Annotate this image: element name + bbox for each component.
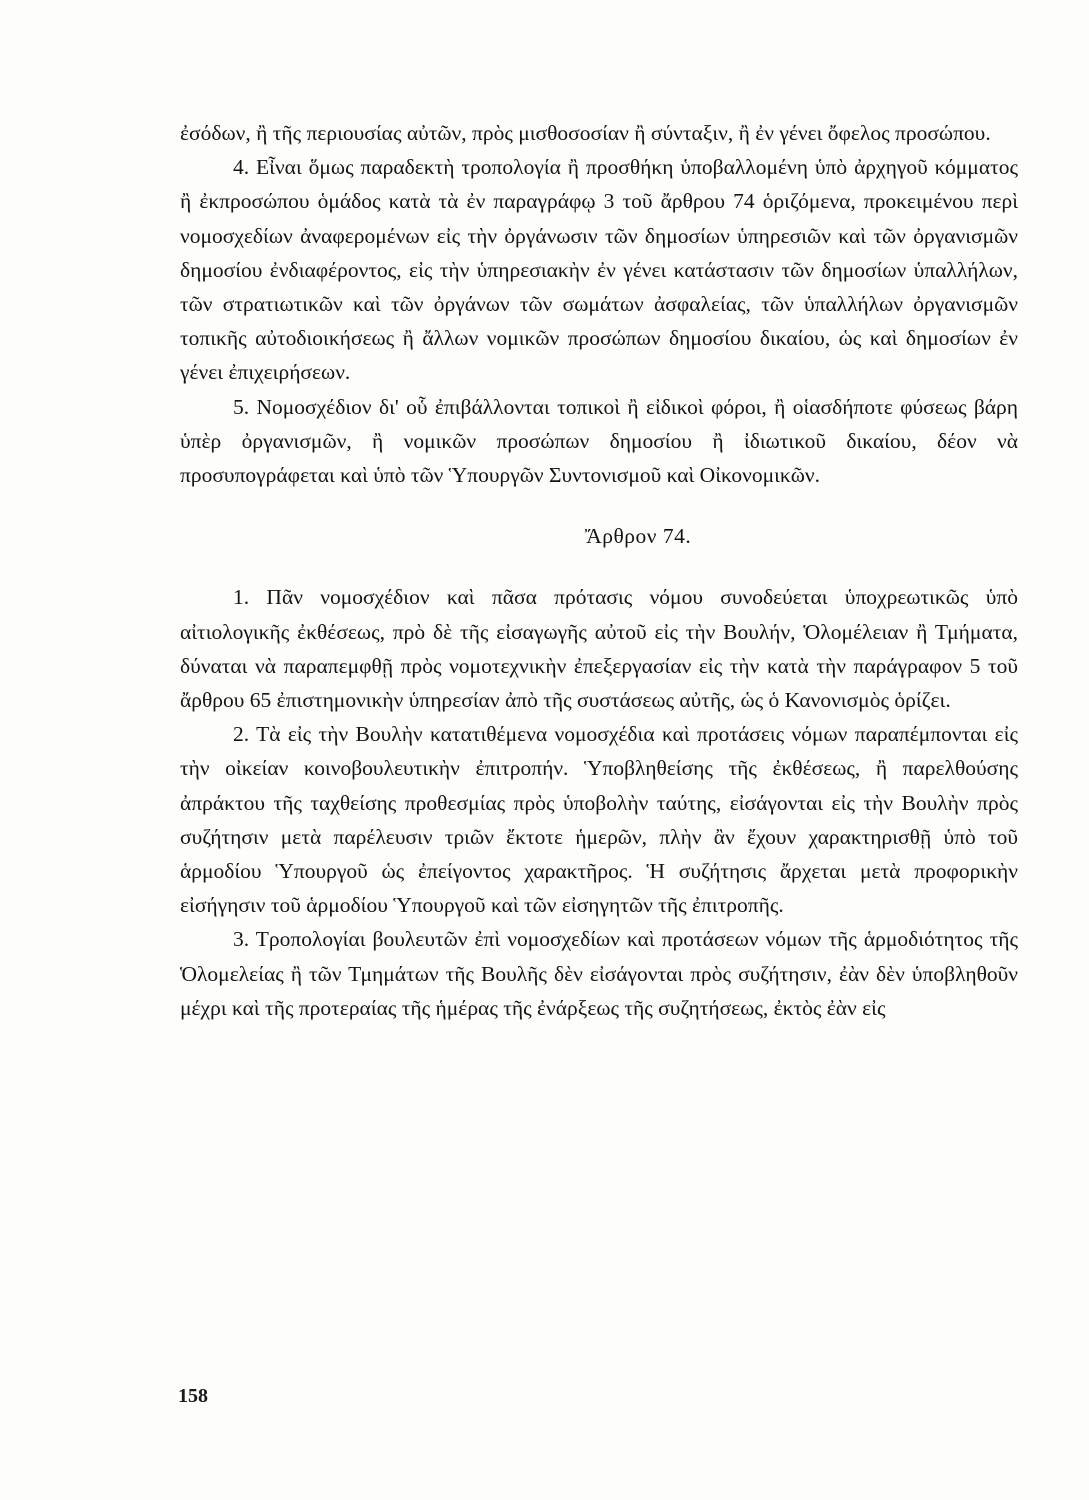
article-paragraph-2: 2. Τὰ εἰς τὴν Βουλὴν κατατιθέμενα νομοσχέδια καὶ προτάσεις νόμων παραπέμπονται εἰς τὴν οἰκείαν κοινοβουλευτικὴν ἐπιτροπήν. Ὑποβληθείσης τῆς ἐκθέσεως, ἢ παρελθούσης ἀπράκτου τῆς ταχθείσης προθεσμίας πρὸς ὑποβολὴν ταύτης, εἰσάγονται εἰς τὴν Βουλὴν πρὸς συζήτησιν μετὰ παρέλευσιν τριῶν ἔκτοτε ἡμερῶν, πλὴν ἂν ἔχουν χαρακτηρισθῇ ὑπὸ τοῦ ἁρμοδίου Ὑπουργοῦ ὡς ἐπείγοντος χαρακτῆρος. Ἡ συζήτησις ἄρχεται μετὰ προφορικὴν εἰσήγησιν τοῦ ἁρμοδίου Ὑπουργοῦ καὶ τῶν εἰσηγητῶν τῆς ἐπιτροπῆς.: [180, 722, 1018, 918]
article-paragraph-1: 1. Πᾶν νομοσχέδιον καὶ πᾶσα πρότασις νόμου συνοδεύεται ὑποχρεωτικῶς ὑπὸ αἰτιολογικῆς ἐκθέσεως, πρὸ δὲ τῆς εἰσαγωγῆς αὐτοῦ εἰς τὴν Βουλήν, Ὁλομέλειαν ἢ Τμήματα, δύναται νὰ παραπεμφθῇ πρὸς νομοτεχνικὴν ἐπεξεργασίαν εἰς τὴν κατὰ τὴν παράγραφον 5 τοῦ ἄρθρου 65 ἐπιστημονικὴν ὑπηρεσίαν ἀπὸ τῆς συστάσεως αὐτῆς, ὡς ὁ Κανονισμὸς ὁρίζει.: [180, 585, 1018, 713]
page-number: 158: [178, 1385, 208, 1407]
paragraph-continuation: ἐσόδων, ἢ τῆς περιουσίας αὐτῶν, πρὸς μισθοσοσίαν ἢ σύνταξιν, ἢ ἐν γένει ὄφελος προσώπου.: [180, 121, 991, 145]
article-heading: Ἄρθρον 74.: [584, 524, 692, 549]
paragraph-5: 5. Νομοσχέδιον δι' οὗ ἐπιβάλλονται τοπικοὶ ἢ εἰδικοὶ φόροι, ἢ οἱασδήποτε φύσεως βάρη ὑπὲρ ὀργανισμῶν, ἢ νομικῶν προσώπων δημοσίου ἢ ἰδιωτικοῦ δικαίου, δέον νὰ προσυπογράφεται καὶ ὑπὸ τῶν Ὑπουργῶν Συντονισμοῦ καὶ Οἰκονομικῶν.: [180, 394, 1018, 488]
body-text: [180, 116, 1018, 1025]
article-paragraph-3: 3. Τροπολογίαι βουλευτῶν ἐπὶ νομοσχεδίων καὶ προτάσεων νόμων τῆς ἁρμοδιότητος τῆς Ὁλομελείας ἢ τῶν Τμημάτων τῆς Βουλῆς δὲν εἰσάγονται πρὸς συζήτησιν, ἐὰν δὲν ὑποβληθοῦν μέχρι καὶ τῆς προτεραίας τῆς ἡμέρας τῆς ἐνάρξεως τῆς συζητήσεως, ἐκτὸς ἐὰν εἰς: [180, 927, 1018, 1020]
paragraph-4: 4. Εἶναι ὅμως παραδεκτὴ τροπολογία ἢ προσθήκη ὑποβαλλομένη ὑπὸ ἀρχηγοῦ κόμματος ἢ ἐκπροσώπου ὁμάδος κατὰ τὰ ἐν παραγράφῳ 3 τοῦ ἄρθρου 74 ὁριζόμενα, προκειμένου περὶ νομοσχεδίων ἀναφερομένων εἰς τὴν ὀργάνωσιν τῶν δημοσίων ὑπηρεσιῶν καὶ τῶν ὀργανισμῶν δημοσίου ἐνδιαφέροντος, εἰς τὴν ὑπηρεσιακὴν ἐν γένει κατάστασιν τῶν δημοσίων ὑπαλλήλων, τῶν στρατιωτικῶν καὶ τῶν ὀργάνων τῶν σωμάτων ἀσφαλείας, τῶν ὑπαλλήλων ὀργανισμῶν τοπικῆς αὐτοδιοικήσεως ἢ ἄλλων νομικῶν προσώπων δημοσίου δικαίου, ὡς καὶ δημοσίων ἐν γένει ἐπιχειρήσεων.: [180, 155, 1018, 385]
